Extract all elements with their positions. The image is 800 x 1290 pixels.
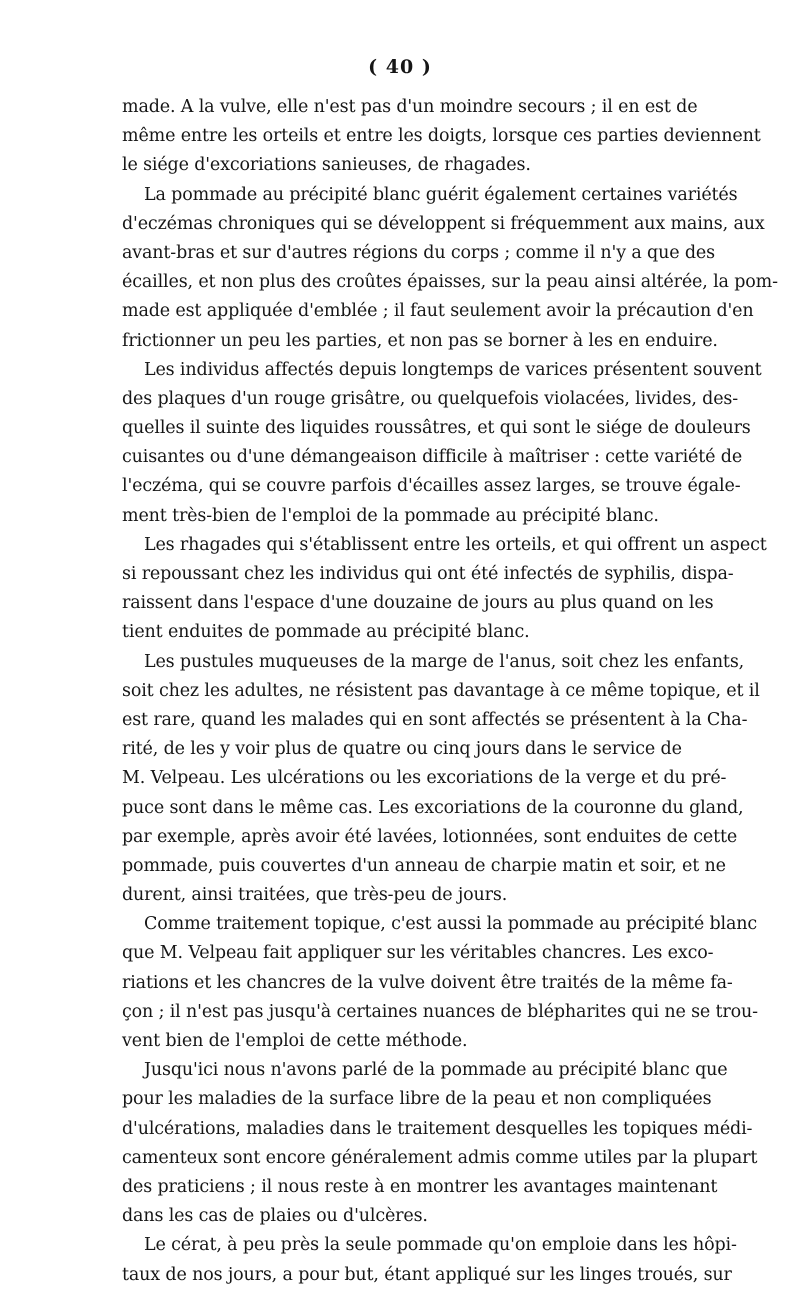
text-line: pommade, puis couvertes d'un anneau de charpie matin et soir, et ne	[122, 855, 726, 876]
paragraph	[122, 531, 767, 648]
text-line: durent, ainsi traitées, que très-peu de jours.	[122, 885, 508, 906]
text-line: Jusqu'ici nous n'avons parlé de la pommade au précipité blanc que	[144, 1060, 728, 1081]
text-line: riations et les chancres de la vulve doivent être traités de la même fa-	[122, 972, 733, 993]
text-line: soit chez les adultes, ne résistent pas davantage à ce même topique, et il	[122, 680, 760, 701]
text-line: vent bien de l'emploi de cette méthode.	[122, 1031, 468, 1051]
paragraph	[122, 181, 778, 356]
text-line: La pommade au précipité blanc guérit également certaines variétés	[144, 184, 738, 205]
text-line: même entre les orteils et entre les doigts, lorsque ces parties deviennent	[122, 126, 761, 147]
text-line: que M. Velpeau fait appliquer sur les véritables chancres. Les exco-	[122, 943, 714, 964]
paragraph	[122, 910, 758, 1056]
text-line: taux de nos jours, a pour but, étant appliqué sur les linges troués, sur	[122, 1264, 732, 1285]
paragraph	[122, 93, 761, 181]
text-line: rité, de les y voir plus de quatre ou cinq jours dans le service de	[122, 739, 682, 760]
text-line: le siége d'excoriations sanieuses, de rhagades.	[122, 155, 531, 176]
text-line: tient enduites de pommade au précipité blanc.	[122, 622, 530, 643]
text-line: si repoussant chez les individus qui ont été infectés de syphilis, dispa-	[122, 564, 734, 584]
text-line: made. A la vulve, elle n'est pas d'un moindre secours ; il en est de	[122, 97, 698, 117]
text-line: M. Velpeau. Les ulcérations ou les excoriations de la verge et du pré-	[122, 768, 727, 789]
paragraph	[122, 1056, 758, 1231]
text-line: d'eczémas chroniques qui se développent si fréquemment aux mains, aux	[122, 213, 765, 234]
text-line: Comme traitement topique, c'est aussi la pommade au précipité blanc	[144, 914, 758, 935]
paragraph	[122, 648, 760, 911]
text-line: quelles il suinte des liquides roussâtres, et qui sont le siége de douleurs	[122, 418, 751, 439]
text-line: camenteux sont encore généralement admis comme utiles par la plupart	[122, 1147, 758, 1168]
text-line: made est appliquée d'emblée ; il faut seulement avoir la précaution d'en	[122, 301, 754, 322]
text-line: écailles, et non plus des croûtes épaisses, sur la peau ainsi altérée, la pom-	[122, 272, 778, 293]
body-text	[122, 93, 778, 1290]
text-line: avant-bras et sur d'autres régions du corps ; comme il n'y a que des	[122, 242, 715, 263]
text-line: des plaques d'un rouge grisâtre, ou quelquefois violacées, livides, des-	[122, 388, 739, 409]
text-line: raissent dans l'espace d'une douzaine de jours au plus quand on les	[122, 593, 714, 614]
text-line: pour les maladies de la surface libre de la peau et non compliquées	[122, 1089, 712, 1110]
text-line: frictionner un peu les parties, et non pas se borner à les en enduire.	[122, 330, 718, 351]
paragraph	[122, 356, 762, 531]
text-line: puce sont dans le même cas. Les excoriations de la couronne du gland,	[122, 797, 744, 818]
text-line: Les individus affectés depuis longtemps de varices présentent souvent	[144, 359, 762, 380]
text-line: cuisantes ou d'une démangeaison difficile à maîtriser : cette variété de	[122, 447, 743, 468]
text-line: l'eczéma, qui se couvre parfois d'écailles assez larges, se trouve égale-	[122, 476, 741, 497]
text-line: Le cérat, à peu près la seule pommade qu'on emploie dans les hôpi-	[144, 1235, 737, 1256]
text-line: Les rhagades qui s'établissent entre les orteils, et qui offrent un aspect	[144, 534, 767, 555]
text-line: d'ulcérations, maladies dans le traitement desquelles les topiques médi-	[122, 1118, 753, 1139]
text-line: est rare, quand les malades qui en sont affectés se présentent à la Cha-	[122, 709, 748, 730]
text-line: dans les cas de plaies ou d'ulcères.	[122, 1206, 428, 1227]
paragraph	[122, 1231, 737, 1289]
text-line: ment très-bien de l'emploi de la pommade au précipité blanc.	[122, 505, 659, 526]
text-line: des praticiens ; il nous reste à en montrer les avantages maintenant	[122, 1176, 718, 1197]
text-line: Les pustules muqueuses de la marge de l'anus, soit chez les enfants,	[144, 651, 745, 672]
page-number: ( 40 )	[368, 56, 432, 78]
text-line: par exemple, après avoir été lavées, lotionnées, sont enduites de cette	[122, 826, 738, 847]
text-line: çon ; il n'est pas jusqu'à certaines nuances de blépharites qui ne se trou-	[122, 1001, 758, 1022]
